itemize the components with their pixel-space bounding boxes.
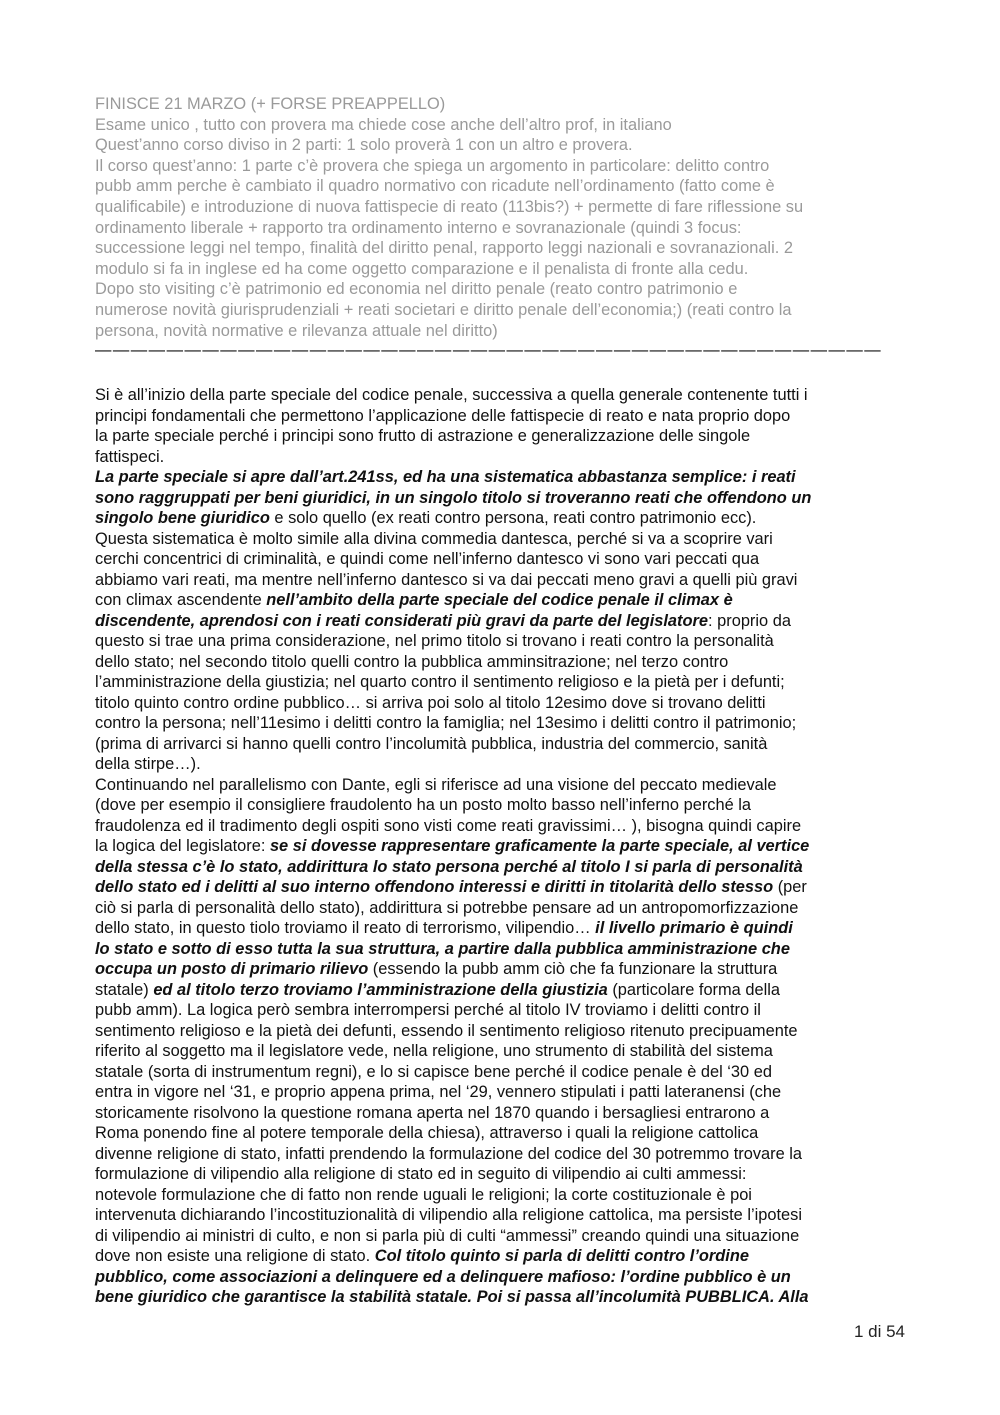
body-line <box>95 1144 910 1165</box>
header-note-line: ordinamento liberale + rapporto tra ordinamento interno e sovranazionale (quindi 3 focus: <box>95 218 742 237</box>
body-line <box>95 734 910 755</box>
body-line <box>95 918 910 939</box>
body-line <box>95 1267 910 1288</box>
bold-italic-text: discendente, aprendosi con i reati considerati più gravi da parte del legislatore <box>95 611 709 630</box>
text-run: sentimento religioso e la pietà dei defunti, essendo il sentimento religioso ritenuto precipuamente <box>95 1021 798 1040</box>
body-line <box>95 1164 910 1185</box>
body-line <box>95 693 910 714</box>
body-line <box>95 1287 910 1308</box>
text-run: Questa sistematica è molto simile alla divina commedia dantesca, perché si va a scoprire vari <box>95 529 773 548</box>
text-run: con climax ascendente <box>95 591 267 610</box>
text-run: intervenuta dichiarando l’incostituzionalità di vilipendio alla religione cattolica, ma persiste l’ipotesi <box>95 1206 803 1225</box>
bold-italic-text: occupa un posto di primario rilievo <box>95 960 369 979</box>
text-run: questo si trae una prima considerazione, nel primo titolo si trovano i reati contro la personalità <box>95 632 774 651</box>
body-line <box>95 508 910 529</box>
body-line <box>95 1226 910 1247</box>
header-note-line: Esame unico , tutto con provera ma chiede cose anche dell’altro prof, in italiano <box>95 115 672 134</box>
text-run: l’amministrazione della giustizia; nel quarto contro il sentimento religioso e la pietà per i defunti; <box>95 673 785 692</box>
body-line <box>95 426 910 447</box>
bold-italic-text: La parte speciale si apre dall’art.241ss, ed ha una sistematica abbastanza semplice: i reati <box>95 468 796 487</box>
header-note-line: numerose novità giurisprudenziali + reati societari e diritto penale dell’economia;) (reati contro la <box>95 300 792 319</box>
body-line <box>95 590 910 611</box>
header-note-line: Il corso quest’anno: 1 parte c’è provera che spiega un argomento in particolare: delitto contro <box>95 156 770 175</box>
body-line <box>95 611 910 632</box>
body-line <box>95 652 910 673</box>
text-run: statale (sorta di instrumentum regni), e lo si capisce bene perché il codice penale è del ‘30 ed <box>95 1062 772 1081</box>
text-run: ciò si parla di personalità dello stato), addirittura si potrebbe pensare ad un antropomorfizzazione <box>95 898 799 917</box>
body-line <box>95 447 910 468</box>
text-run: notevole formulazione che di fatto non rende uguali le religioni; la corte costituzionale è poi <box>95 1185 752 1204</box>
body-line <box>95 980 910 1001</box>
body-line <box>95 672 910 693</box>
text-run: dello stato, in questo tiolo troviamo il reato di terrorismo, vilipendio… <box>95 919 596 938</box>
body-line <box>95 1103 910 1124</box>
header-note-line: FINISCE 21 MARZO (+ FORSE PREAPPELLO) <box>95 95 446 113</box>
header-note-line: Dopo sto visiting c’è patrimonio ed economia nel diritto penale (reato contro patrimonio e <box>95 280 738 299</box>
text-run: formulazione di vilipendio alla religione di stato ed in seguito di vilipendio ai culti ammessi: <box>95 1165 747 1184</box>
body-line <box>95 939 910 960</box>
body-line <box>95 549 910 570</box>
body-line <box>95 467 910 488</box>
text-run: dello stato; nel secondo titolo quelli contro la pubblica amminsitrazione; nel terzo contro <box>95 652 729 671</box>
bold-italic-text: pubblico, come associazioni a delinquere ed a delinquere mafioso: l’ordine pubblico è un <box>95 1267 791 1286</box>
body-line <box>95 877 910 898</box>
document-page <box>95 94 910 1308</box>
text-run: e solo quello (ex reati contro persona, reati contro patrimonio ecc). <box>269 509 757 528</box>
body-line <box>95 836 910 857</box>
bold-italic-text: bene giuridico che garantisce la stabilità statale. Poi si passa all’incolumità PUBBLICA. Alla <box>95 1288 809 1307</box>
text-run: titolo quinto contro ordine pubblico… si arriva poi solo al titolo 12esimo dove si trovano delitti <box>95 693 766 712</box>
text-run: (per <box>773 878 807 897</box>
bold-italic-text: singolo bene giuridico <box>95 509 270 528</box>
header-note-line: pubb amm perche è cambiato il quadro normativo con ricadute nell’ordinamento (fatto come è <box>95 177 775 196</box>
header-note-line: Quest’anno corso diviso in 2 parti: 1 solo proverà 1 con un altro e provera. <box>95 136 633 155</box>
body-line <box>95 1123 910 1144</box>
body-line <box>95 959 910 980</box>
text-run: (dove per esempio il consigliere fraudolento ha un posto molto basso nell’inferno perché la <box>95 796 752 815</box>
header-notes <box>95 94 910 341</box>
header-note-line: modulo si fa in inglese ed ha come oggetto comparazione e il penalista di fronte alla cedu. <box>95 259 749 278</box>
text-run: (particolare forma della <box>607 980 780 999</box>
text-run: (essendo la pubb amm ciò che fa funzionare la struttura <box>368 960 778 979</box>
text-run: abbiamo vari reati, ma mentre nell’inferno dantesco si va dai peccati meno gravi a quelli più gravi <box>95 570 798 589</box>
body-text <box>95 385 910 1308</box>
body-line <box>95 1082 910 1103</box>
text-run: : proprio da <box>708 611 791 630</box>
body-line <box>95 406 910 427</box>
body-line <box>95 385 910 406</box>
text-run: fraudolenza ed il tradimento degli ospiti sono visti come reati gravissimi… ), bisogna quindi capire <box>95 816 802 835</box>
text-run: pubb amm). La logica però sembra interrompersi perché al titolo IV troviamo i delitti contro il <box>95 1001 761 1020</box>
body-line <box>95 1062 910 1083</box>
text-run: la logica del legislatore: <box>95 837 270 856</box>
body-line <box>95 795 910 816</box>
text-run: contro la persona; nell’11esimo i delitti contro la famiglia; nel 13esimo i delitti contro il patrimonio; <box>95 714 797 733</box>
bold-italic-text: dello stato ed i delitti al suo interno offendono interessi e diritti in titolarità dello stesso <box>95 878 774 897</box>
body-line <box>95 898 910 919</box>
body-line <box>95 1000 910 1021</box>
header-note-line: qualificabile) e introduzione di nuova fattispecie di reato (113bis?) + permette di fare riflessione su <box>95 197 804 216</box>
body-line <box>95 631 910 652</box>
header-note-line: persona, novità normative e rilevanza attuale nel diritto) <box>95 321 498 340</box>
bold-italic-text: della stessa c’è lo stato, addirittura lo stato persona perché al titolo I si parla di personalità <box>95 857 803 876</box>
body-line <box>95 1041 910 1062</box>
bold-italic-text: se si dovesse rappresentare graficamente la parte speciale, al vertice <box>269 837 810 856</box>
bold-italic-text: lo stato e sotto di esso tutta la sua struttura, a partire dalla pubblica amministrazione che <box>95 939 790 958</box>
text-run: divenne religione di stato, infatti prendendo la formulazione del codice del 30 potremmo trovare la <box>95 1144 803 1163</box>
body-line <box>95 529 910 550</box>
body-line <box>95 754 910 775</box>
text-run: cerchi concentrici di criminalità, e quindi come nell’inferno dantesco vi sono vari peccati qua <box>95 550 760 569</box>
body-line <box>95 488 910 509</box>
body-line <box>95 816 910 837</box>
body-line <box>95 1185 910 1206</box>
text-run: la parte speciale perché i principi sono frutto di astrazione e generalizzazione delle singole <box>95 427 751 446</box>
bold-italic-text: Col titolo quinto si parla di delitti contro l’ordine <box>374 1247 749 1266</box>
bold-italic-text: ed al titolo terzo troviamo l’amministrazione della giustizia <box>153 980 608 999</box>
bold-italic-text: il livello primario è quindi <box>595 919 793 938</box>
text-run: storicamente risolvono la questione romana aperta nel 1870 quando i bersagliesi entrarono a <box>95 1103 770 1122</box>
text-run: di vilipendio ai ministri di culto, e non si parla più di culti “ammessi” creando quindi una situazione <box>95 1226 800 1245</box>
text-run: fattispeci. <box>95 447 165 466</box>
dash-separator: ———————————————————————————————————————————— <box>95 341 883 360</box>
header-note-line: successione leggi nel tempo, finalità del diritto penal, rapporto leggi nazionali e sovranazionali. 2 <box>95 239 793 258</box>
text-run: riferito al soggetto ma il legislatore vede, nella religione, uno strumento di stabilità del sistema <box>95 1042 773 1061</box>
page-number: 1 di 54 <box>853 1322 905 1341</box>
body-line <box>95 1205 910 1226</box>
body-line <box>95 1246 910 1267</box>
text-run: principi fondamentali che permettono l’applicazione delle fattispecie di reato e nata proprio dopo <box>95 406 791 425</box>
text-run: Si è all’inizio della parte speciale del codice penale, successiva a quella generale contenente tutti i <box>95 386 808 405</box>
text-run: Continuando nel parallelismo con Dante, egli si riferisce ad una visione del peccato medievale <box>95 775 777 794</box>
text-run: della stirpe…). <box>95 755 201 774</box>
text-run: Roma ponendo fine al potere temporale della chiesa), attraverso i quali la religione cattolica <box>95 1124 759 1143</box>
text-run: (prima di arrivarci si hanno quelli contro l’incolumità pubblica, industria del commercio, sanità <box>95 734 768 753</box>
text-run: entra in vigore nel ‘31, e proprio appena prima, nel ‘29, vennero stipulati i patti lateranensi (che <box>95 1083 782 1102</box>
body-line <box>95 775 910 796</box>
text-run: dove non esiste una religione di stato. <box>95 1247 375 1266</box>
body-line <box>95 570 910 591</box>
text-run: statale) <box>95 980 154 999</box>
bold-italic-text: sono raggruppati per beni giuridici, in un singolo titolo si troveranno reati che offendono un <box>95 488 812 507</box>
body-line <box>95 713 910 734</box>
bold-italic-text: nell’ambito della parte speciale del codice penale il climax è <box>266 591 733 610</box>
body-line <box>95 1021 910 1042</box>
body-line <box>95 857 910 878</box>
